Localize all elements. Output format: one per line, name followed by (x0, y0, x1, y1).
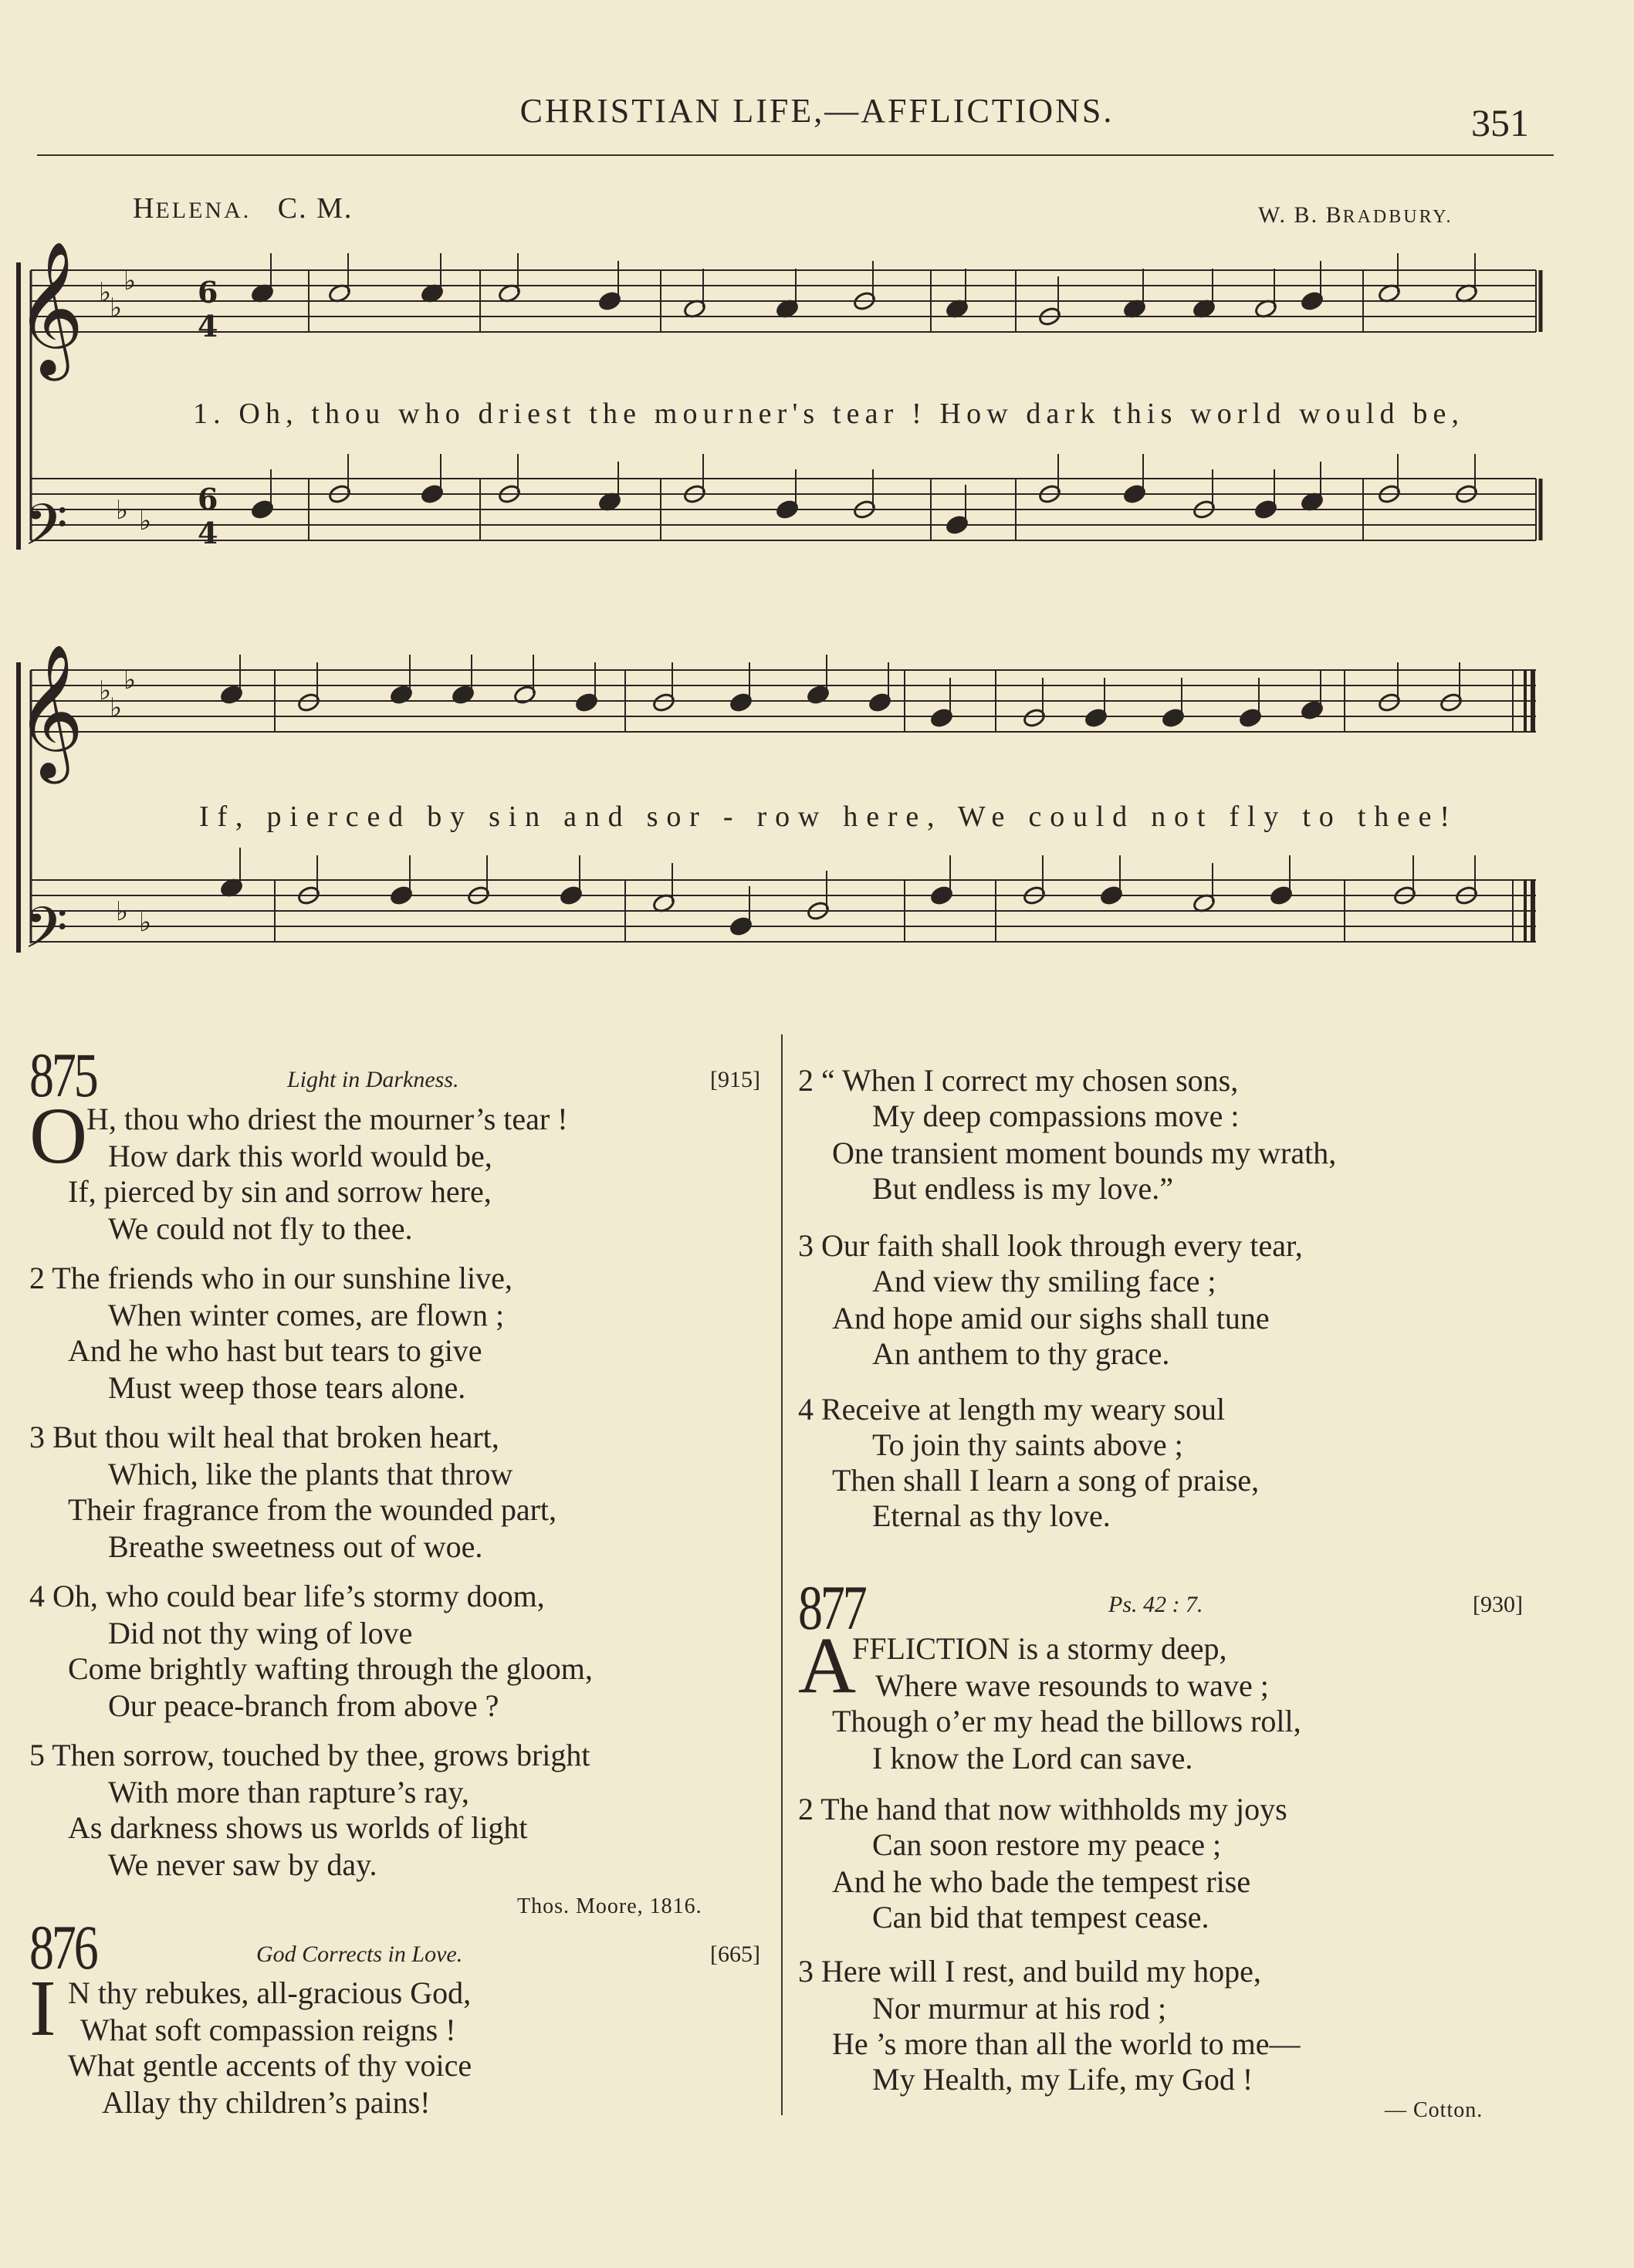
tune-name-rest: ELENA. (155, 198, 252, 223)
flat-icon: ♭ (99, 277, 112, 308)
music-score (0, 0, 1634, 1019)
verse-line: We never saw by day. (108, 1847, 377, 1882)
hymn-reference: [915] (710, 1067, 760, 1092)
flat-icon: ♭ (116, 495, 129, 526)
verse-line: 3 Here will I rest, and build my hope, (798, 1954, 1261, 1989)
hymn-title: Ps. 42 : 7. (1108, 1592, 1203, 1617)
verse-line: To join thy saints above ; (872, 1427, 1183, 1462)
flat-icon: ♭ (110, 293, 123, 323)
verse-line: As darkness shows us worlds of light (68, 1810, 528, 1845)
drop-cap: I (29, 1964, 56, 2053)
lyrics-system-1: 1. Oh, thou who driest the mourner's tear ! How dark this world would be, (193, 398, 1459, 430)
flat-icon: ♭ (99, 675, 112, 706)
verse-line: Can bid that tempest cease. (872, 1900, 1209, 1935)
verse-first-line: FFLICTION is a stormy deep, (852, 1631, 1227, 1666)
lyrics-system-2: If, pierced by sin and sor - row here, We could not fly to thee! (199, 801, 1450, 833)
verse-line: 2 The hand that now withholds my joys (798, 1792, 1287, 1826)
drop-cap: O (29, 1092, 88, 1180)
time-signature-bottom: 4 (198, 516, 218, 550)
bass-clef-icon: 𝄢 (23, 492, 68, 573)
verse-line: And he who hast but tears to give (68, 1333, 482, 1368)
hymn-number: 877 (798, 1572, 865, 1643)
hymn-title: Light in Darkness. (287, 1067, 459, 1092)
clefs (15, 241, 151, 976)
treble-clef-icon: 𝄞 (15, 241, 84, 375)
hymn-title: God Corrects in Love. (256, 1941, 463, 1967)
verse-line: Their fragrance from the wounded part, (68, 1492, 557, 1527)
verse-line: With more than rapture’s ray, (108, 1775, 469, 1809)
page-number: 351 (1471, 101, 1529, 144)
verse-first-line: H, thou who driest the mourner’s tear ! (86, 1102, 568, 1136)
verse-line: We could not fly to thee. (108, 1211, 413, 1246)
flat-icon: ♭ (110, 692, 123, 723)
time-signature-bottom: 4 (198, 309, 218, 344)
verse-line: Come brightly wafting through the gloom, (68, 1651, 593, 1686)
hymn-author: Thos. Moore, 1816. (517, 1894, 702, 1918)
verse-line: My deep compassions move : (872, 1098, 1240, 1133)
tune-name-initial: H (133, 192, 156, 225)
flat-icon: ♭ (123, 266, 137, 296)
verse-line: 3 Our faith shall look through every tear, (798, 1228, 1303, 1263)
verse-line: What soft compassion reigns ! (80, 2012, 456, 2047)
treble-clef-icon: 𝄞 (15, 644, 84, 778)
verse-line: Breathe sweetness out of woe. (108, 1529, 483, 1564)
verse-line: 2 The friends who in our sunshine live, (29, 1261, 513, 1295)
verse-line: He ’s more than all the world to me— (832, 2026, 1301, 2061)
flat-icon: ♭ (139, 506, 152, 537)
verse-line: Did not thy wing of love (108, 1616, 413, 1650)
flat-icon: ♭ (116, 896, 129, 927)
composer-initials: W. B. B (1258, 202, 1343, 228)
verse-line: One transient moment bounds my wrath, (832, 1136, 1337, 1170)
verse-line: Which, like the plants that throw (108, 1457, 513, 1491)
verse-line: 2 “ When I correct my chosen sons, (798, 1063, 1239, 1098)
verse-line: And he who bade the tempest rise (832, 1864, 1251, 1899)
verse-line: Where wave resounds to wave ; (875, 1668, 1269, 1703)
hymn-reference: [665] (710, 1941, 760, 1967)
hymn-number: 876 (29, 1912, 96, 1982)
bass-clef-icon: 𝄢 (23, 895, 68, 976)
verse-first-line: N thy rebukes, all-gracious God, (68, 1975, 472, 2010)
staff-lines (19, 262, 1541, 953)
composer-rest: RADBURY. (1342, 207, 1453, 227)
verse-line: When winter comes, are flown ; (108, 1298, 505, 1332)
drop-cap: A (798, 1621, 857, 1710)
verse-line: 3 But thou wilt heal that broken heart, (29, 1420, 499, 1454)
time-signature-top: 6 (198, 275, 218, 310)
verse-line: What gentle accents of thy voice (68, 2048, 472, 2083)
music-notes (219, 253, 1478, 937)
tune-meter: C. M. (277, 192, 354, 225)
verse-line: 5 Then sorrow, touched by thee, grows bright (29, 1738, 590, 1772)
verse-line: Eternal as thy love. (872, 1498, 1111, 1533)
time-signature-top: 6 (198, 482, 218, 516)
hymn-number: 875 (29, 1040, 96, 1110)
verse-line: My Health, my Life, my God ! (872, 2062, 1253, 2097)
running-title: CHRISTIAN LIFE,—AFFLICTIONS. (519, 92, 1115, 130)
flat-icon: ♭ (123, 665, 137, 696)
verse-line: Can soon restore my peace ; (872, 1827, 1222, 1862)
verse-line: 4 Receive at length my weary soul (798, 1392, 1226, 1427)
column-divider (781, 1034, 783, 2115)
verse-line: And view thy smiling face ; (872, 1264, 1216, 1298)
flat-icon: ♭ (139, 907, 152, 938)
verse-line: Nor murmur at his rod ; (872, 1991, 1167, 2026)
verse-line: How dark this world would be, (108, 1139, 492, 1173)
verse-line: An anthem to thy grace. (872, 1336, 1170, 1371)
hymn-author: — Cotton. (1385, 2098, 1483, 2122)
verse-line: And hope amid our sighs shall tune (832, 1301, 1270, 1335)
verse-line: Our peace-branch from above ? (108, 1688, 499, 1723)
verse-line: If, pierced by sin and sorrow here, (68, 1174, 492, 1209)
verse-line: 4 Oh, who could bear life’s stormy doom, (29, 1579, 545, 1613)
verse-line: But endless is my love.” (872, 1171, 1173, 1206)
verse-line: Then shall I learn a song of praise, (832, 1463, 1260, 1498)
hymn-reference: [930] (1473, 1592, 1523, 1617)
verse-line: Though o’er my head the billows roll, (832, 1704, 1301, 1738)
verse-line: Must weep those tears alone. (108, 1370, 466, 1405)
verse-line: Allay thy children’s pains! (102, 2085, 431, 2120)
verse-line: I know the Lord can save. (872, 1741, 1193, 1775)
